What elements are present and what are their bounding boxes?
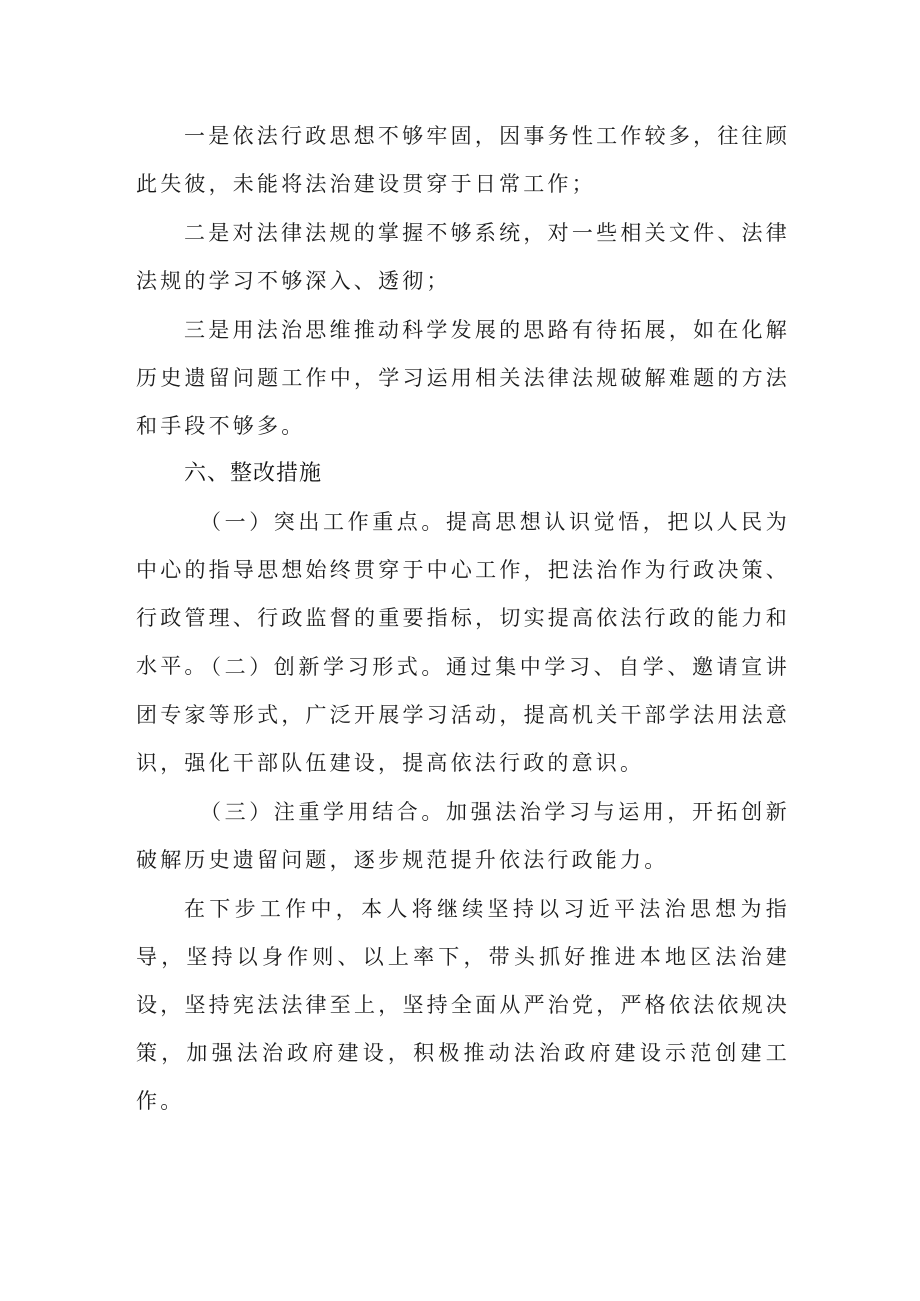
measure-3: （三）注重学用结合。加强法治学习与运用，开拓创新破解历史遗留问题，逐步规范提升依法行政能力。 <box>136 800 790 872</box>
paragraph-1: 一是依法行政思想不够牢固，因事务性工作较多，往往顾此失彼，未能将法治建设贯穿于日常工作； <box>136 124 790 196</box>
measure-2: （二）创新学习形式。通过集中学习、自学、邀请宣讲团专家等形式，广泛开展学习活动，提高机关干部学法用法意识，强化干部队伍建设，提高依法行政的意识。 <box>136 655 790 775</box>
section-heading: 六、整改措施 <box>184 461 323 486</box>
paragraph-3: 三是用法治思维推动科学发展的思路有待拓展，如在化解历史遗留问题工作中，学习运用相关法律法规破解难题的方法和手段不够多。 <box>136 318 790 438</box>
closing-paragraph: 在下步工作中，本人将继续坚持以习近平法治思想为指导，坚持以身作则、以上率下，带头抓好推进本地区法治建设，坚持宪法法律至上，坚持全面从严治党，严格依法依规决策，加强法治政府建设，积极推动法治政府建设示范创建工作。 <box>136 897 790 1113</box>
measure-1: （一）突出工作重点。提高思想认识觉悟，把以人民为中心的指导思想始终贯穿于中心工作，把法治作为行政决策、行政管理、行政监督的重要指标，切实提高依法行政的能力和水平。 <box>136 510 790 678</box>
paragraph-2: 二是对法律法规的掌握不够系统，对一些相关文件、法律法规的学习不够深入、透彻； <box>136 221 790 293</box>
